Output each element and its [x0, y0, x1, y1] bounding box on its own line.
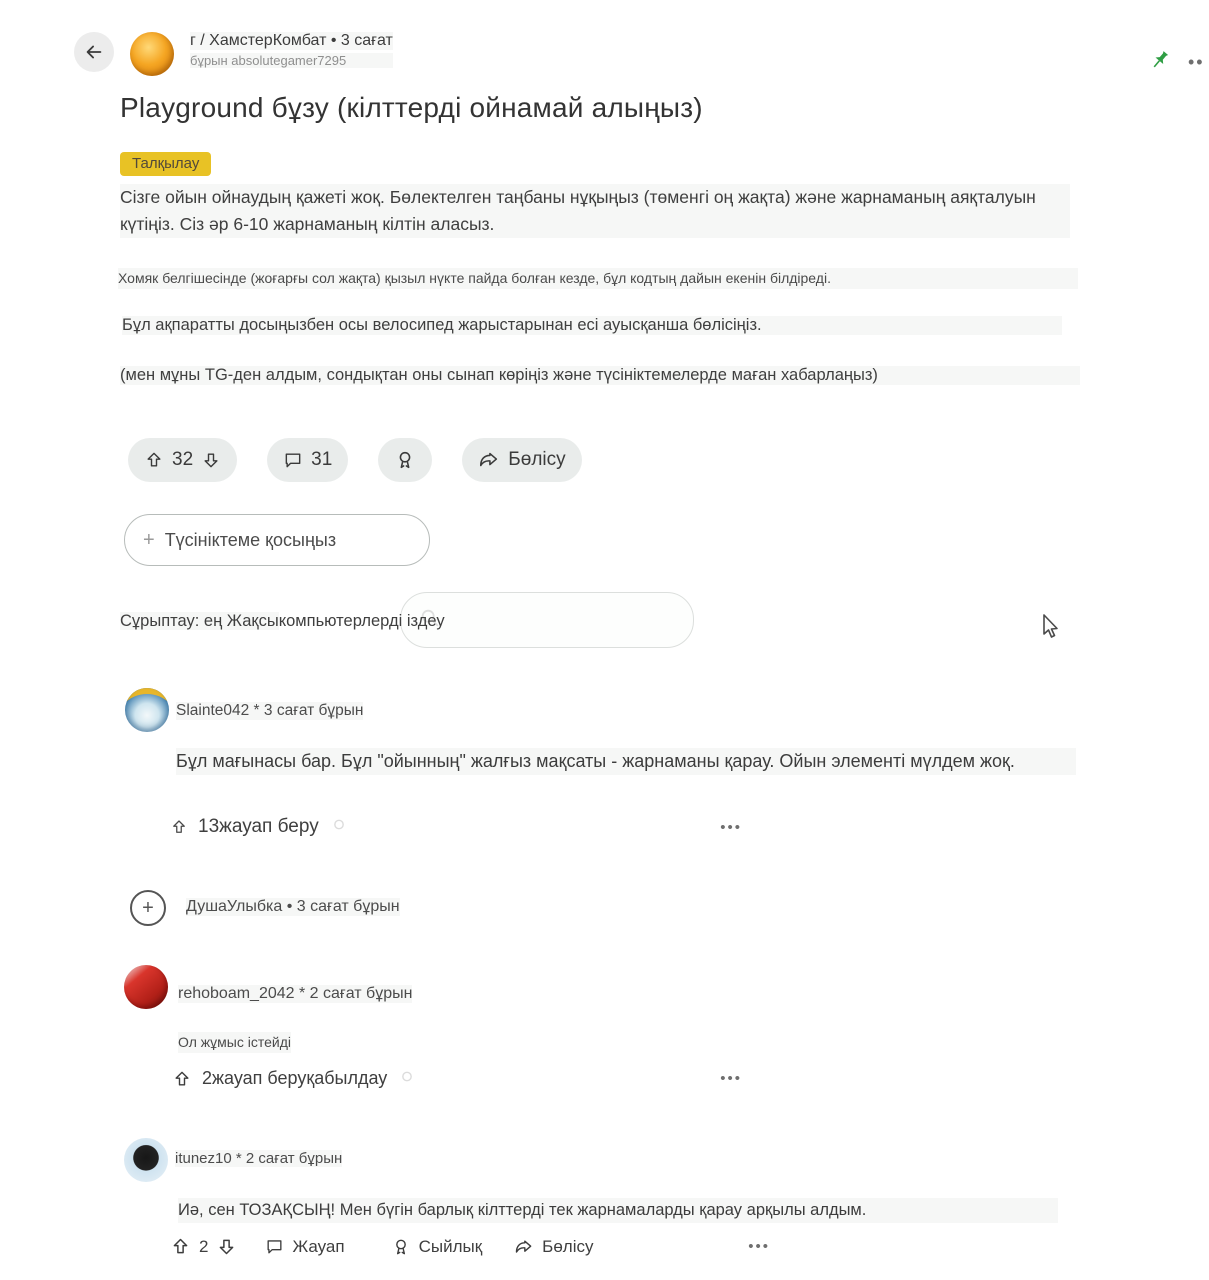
comment-body: Ол жұмыс істейді	[178, 1032, 291, 1053]
upvote-icon[interactable]	[170, 818, 188, 836]
comment-body: Бұл мағынасы бар. Бұл "ойынның" жалғыз мақсаты - жарнаманы қарау. Ойын элементі мүлдем жоқ.	[176, 748, 1076, 775]
reply-icon[interactable]	[265, 1237, 284, 1256]
post-paragraph-2: Хомяк белгішесінде (жоғарғы сол жақта) қызыл нүкте пайда болған кезде, бұл кодтың дайын екенін білдіреді.	[118, 268, 1078, 289]
vote-pill	[128, 438, 237, 482]
flair-label: Талқылау	[120, 152, 211, 176]
comment-meta[interactable]: ДушаУлыбка • 3 сағат бұрын	[186, 898, 400, 915]
comment-avatar[interactable]	[124, 965, 168, 1009]
reply-button[interactable]: Жауап	[292, 1236, 345, 1256]
downvote-icon[interactable]	[201, 450, 221, 470]
share-icon[interactable]	[514, 1237, 534, 1257]
share-button[interactable]: Бөлісу	[542, 1236, 594, 1256]
post-more-button[interactable]: ••	[1188, 52, 1205, 72]
comment-meta[interactable]: itunez10 * 2 сағат бұрын	[175, 1150, 343, 1167]
post-header	[74, 32, 393, 76]
post-meta	[190, 32, 393, 68]
search-comments-label[interactable]: компьютерлерді іздеу	[278, 612, 445, 630]
award-button[interactable]: Сыйлық	[418, 1236, 483, 1256]
sort-row	[120, 612, 445, 631]
subreddit-avatar[interactable]	[130, 32, 174, 76]
comment-avatar[interactable]	[124, 1138, 168, 1182]
award-icon[interactable]	[397, 1069, 417, 1089]
sort-selector[interactable]: Сұрыптау: ең Жақсы	[120, 612, 279, 630]
comment-score: 2	[199, 1236, 209, 1256]
comment-meta[interactable]: Slainte042 * 3 сағат бұрын	[176, 702, 364, 719]
comment-action-bar	[170, 816, 742, 838]
add-comment-placeholder: Түсініктеме қосыңыз	[164, 529, 337, 550]
pin-icon	[1148, 48, 1172, 72]
comment-more-button[interactable]: •••	[720, 818, 742, 836]
comment-meta[interactable]: rehoboam_2042 * 2 сағат бұрын	[178, 985, 413, 1002]
plus-icon: +	[143, 528, 155, 551]
back-button[interactable]	[74, 32, 114, 72]
post-title: Playground бұзу (кілттерді ойнамай алыңыз)	[120, 92, 703, 123]
post-action-bar	[128, 438, 582, 482]
upvote-icon[interactable]	[170, 1236, 191, 1257]
comments-count: 31	[311, 449, 333, 470]
vote-count: 32	[172, 449, 194, 470]
subreddit-name[interactable]: г / ХамстерКомбат • 3 сағат	[190, 32, 393, 49]
comment-action-bar	[172, 1068, 742, 1089]
add-comment-input[interactable]	[124, 514, 430, 566]
share-pill[interactable]	[462, 438, 581, 482]
award-pill[interactable]	[378, 438, 432, 482]
back-arrow-icon	[83, 41, 105, 63]
expand-comment-button[interactable]: +	[130, 890, 166, 926]
post-author[interactable]: бұрын absolutegamer7295	[190, 53, 393, 68]
upvote-icon[interactable]	[144, 450, 164, 470]
post-paragraph-3: Бұл ақпаратты досыңызбен осы велосипед жарыстарынан есі ауысқанша бөлісіңіз.	[122, 316, 1062, 335]
comment-action-label[interactable]: 2жауап беруқабылдау	[202, 1068, 388, 1088]
downvote-icon[interactable]	[216, 1236, 237, 1257]
mouse-cursor	[1038, 612, 1064, 647]
award-icon[interactable]	[391, 1237, 411, 1257]
comment-avatar[interactable]	[125, 688, 169, 732]
comment-body: Иә, сен ТОЗАҚСЫҢ! Мен бүгін барлық кілттерді тек жарнамаларды қарау арқылы алдым.	[178, 1198, 1058, 1223]
award-icon[interactable]	[329, 817, 349, 837]
post-paragraph-1: Сізге ойын ойнаудың қажеті жоқ. Бөлектелген таңбаны нұқыңыз (төменгі оң жақта) және жарнаманың аяқталуын күтіңіз. Сіз әр 6-10 жарнаманың кілтін аласыз.	[120, 184, 1070, 238]
award-icon	[394, 449, 416, 471]
comment-more-button[interactable]: •••	[748, 1238, 770, 1255]
share-icon	[478, 449, 500, 471]
share-label: Бөлісу	[508, 449, 566, 470]
comment-action-bar	[170, 1236, 770, 1257]
comment-more-button[interactable]: •••	[720, 1070, 742, 1087]
upvote-icon[interactable]	[172, 1069, 192, 1089]
post-paragraph-4: (мен мұны TG-ден алдым, сондықтан оны сынап көріңіз және түсініктемелерде маған хабарлаңыз)	[120, 366, 1080, 385]
comment-icon	[283, 450, 303, 470]
comments-pill[interactable]	[267, 438, 348, 482]
comment-action-label[interactable]: 13жауап беру	[198, 816, 319, 837]
post-flair[interactable]	[120, 152, 211, 176]
